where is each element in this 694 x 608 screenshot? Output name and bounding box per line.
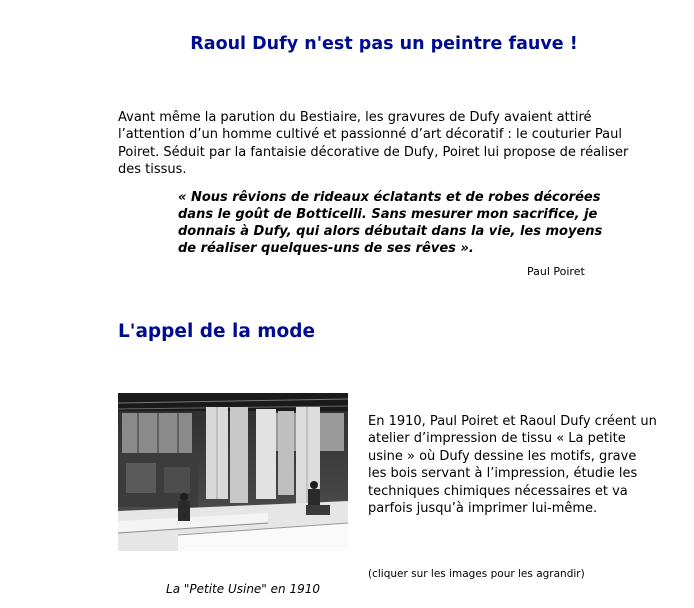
image-caption: La "Petite Usine" en 1910 xyxy=(166,582,320,596)
intro-paragraph: Avant même la parution du Bestiaire, les gravures de Dufy avaient attiré l’attention d’un homme cultivé et passionné d’art décoratif : le couturier Paul Poiret. Séduit par la fantaisie décorative de Dufy, Poiret lui propose de réaliser des tissus. xyxy=(118,110,629,178)
quote-text: « Nous rêvions de rideaux éclatants et de robes décorées dans le goût de Botticelli. Sans mesurer mon sacrifice, je donnais à Dufy, qui alors débutait dans la vie, les moyens de réaliser quelques-uns de ses rêves ». xyxy=(178,190,603,256)
section-title: L'appel de la mode xyxy=(118,321,316,342)
petite-usine-photo[interactable] xyxy=(118,393,348,551)
page-title: Raoul Dufy n'est pas un peintre fauve ! xyxy=(190,34,578,54)
section-paragraph: En 1910, Paul Poiret et Raoul Dufy créent un atelier d’impression de tissu « La petite usine » où Dufy dessine les motifs, grave les bois servant à l’impression, étudie les techniques chimiques nécessaires et va parfois jusqu’à imprimer lui-même. xyxy=(368,414,657,517)
image-enlarge-hint: (cliquer sur les images pour les agrandir) xyxy=(368,568,585,580)
quote-author: Paul Poiret xyxy=(527,265,585,278)
